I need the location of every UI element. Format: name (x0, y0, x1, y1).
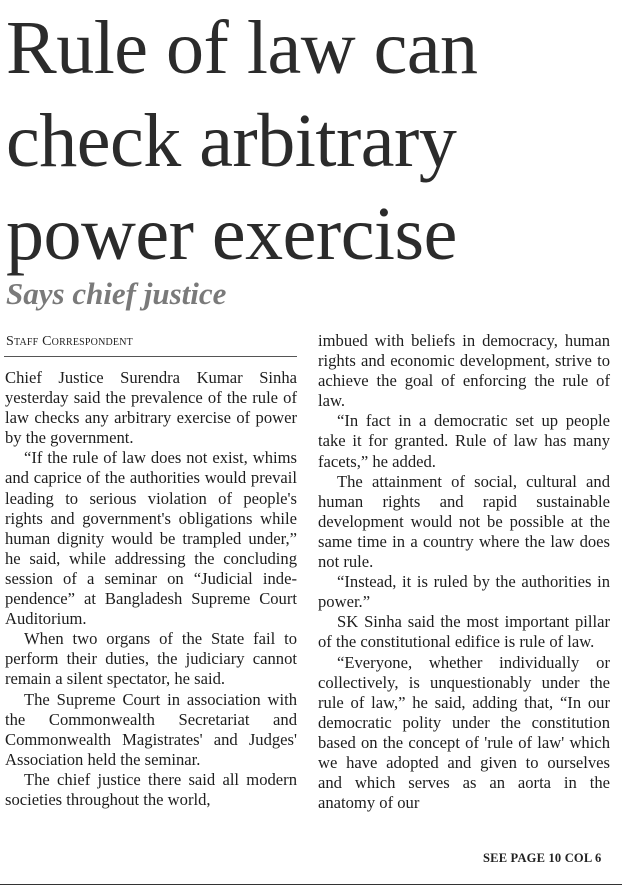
paragraph: “In fact in a democratic set up people take it for granted. Rule of law has many facets,” he added. (318, 411, 610, 471)
headline (6, 2, 618, 281)
paragraph: The attainment of social, cultural and human rights and rapid sustainable development would not be possible at the same time in a country where the law does not rule. (318, 471, 610, 572)
paragraph: Chief Justice Surendra Kumar Sinha yesterday said the prevalence of the rule of law checks any arbitrary exercise of power by the government. (5, 368, 297, 448)
paragraph: The chief justice there said all modern societies throughout the world, (5, 769, 297, 809)
headline-line-1: Rule of law can (6, 6, 478, 90)
continued-jump-line: SEE PAGE 10 COL 6 (483, 851, 602, 865)
headline-line-2: check arbitrary (6, 99, 457, 183)
paragraph: When two organs of the State fail to perform their duties, the judiciary cannot remain a silent spectator, he said. (5, 629, 297, 689)
paragraph: “Everyone, whether individually or collectively, is unquestionably under the rule of law,” he said, adding that, “In our democratic polity under the constitution based on the concept of 'rule of law' which we have adopted and given to ourselves and which serves as an aorta in the anatomy of our (318, 652, 610, 813)
paragraph: SK Sinha said the most important pillar of the constitutional edifice is rule of law. (318, 612, 610, 652)
byline-divider (4, 356, 297, 357)
bottom-divider (0, 884, 622, 885)
deck-subheadline: Says chief justice (6, 276, 227, 311)
article-column-1 (5, 368, 297, 810)
byline: Staff Correspondent (6, 334, 133, 349)
paragraph: “Instead, it is ruled by the authorities in power.” (318, 572, 610, 612)
paragraph: “If the rule of law does not exist, whims and caprice of the authorities would prevail leading to serious violation of people's rights and government's obligations while human dignity would be trampled under,” he said, while addressing the concluding session of a seminar on “Judicial independence” at Bangladesh Supreme Court Auditorium. (5, 448, 297, 629)
headline-line-3: power exercise (6, 192, 457, 276)
paragraph: imbued with beliefs in democracy, human rights and economic development, strive to achieve the goal of enforcing the rule of law. (318, 331, 610, 411)
article-column-2 (318, 331, 610, 813)
paragraph: The Supreme Court in association with the Commonwealth Secretariat and Commonwealth Magistrates' and Judges' Association held the seminar. (5, 689, 297, 769)
